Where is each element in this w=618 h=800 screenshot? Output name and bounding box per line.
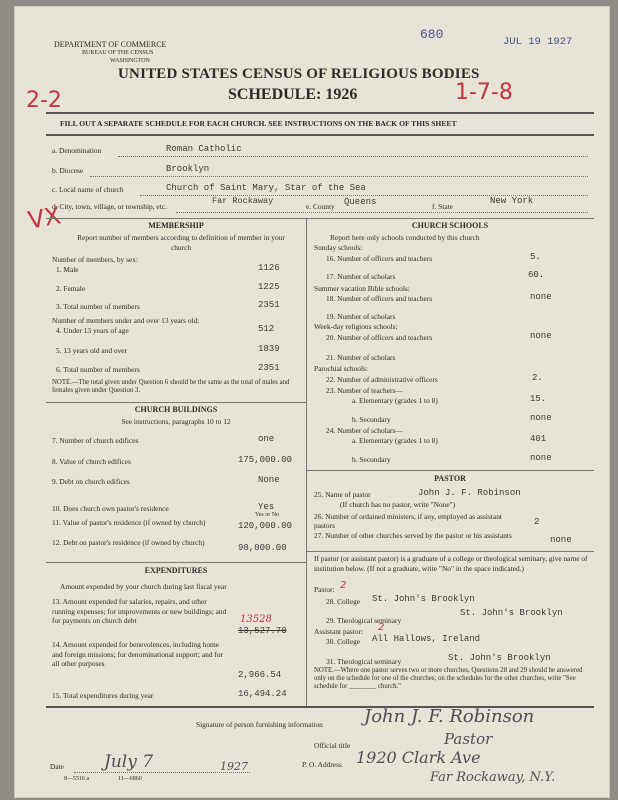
diocese-label: b. Diocese [52, 166, 84, 175]
q13-value: 13,527.70 [238, 626, 287, 636]
graduate-note: If pastor (or assistant pastor) is a graduate of a college or theological seminary, give name of institution below. (If not a graduate, write "No" in the space indicated.) [314, 554, 588, 573]
q15-value: 16,494.24 [238, 689, 287, 699]
yes-no-hint: Yes or No [255, 512, 280, 518]
q25-label: 25. Name of pastor [314, 490, 371, 499]
expenditures-title: EXPENDITURES [144, 566, 208, 575]
official-title-label: Official title [314, 741, 351, 750]
q13-correction: 13528 [240, 614, 272, 625]
stamp-number: 680 [420, 27, 444, 42]
po-address-label: P. O. Address [302, 760, 342, 769]
pastor-sublabel: Pastor: [314, 585, 335, 594]
diocese-value: Brooklyn [166, 164, 210, 174]
q25-note: (If church has no pastor, write "None") [340, 500, 456, 509]
q16-value: 5. [530, 252, 541, 262]
q22-value: 2. [532, 373, 543, 383]
q24a-value: 401 [530, 434, 547, 444]
q7-label: 7. Number of church edifices [52, 436, 139, 445]
buildings-title: CHURCH BUILDINGS [134, 405, 218, 414]
schools-intro: Report here only schools conducted by this church [330, 233, 480, 242]
city-field-label: d. City, town, village, or township, etc. [52, 202, 167, 211]
q13-label: 13. Amount expended for salaries, repairs, and other running expenses; for improvements or new buildings; and for payments on church debt [52, 597, 227, 626]
q29-value: St. John's Brooklyn [460, 608, 563, 618]
q14-value: 2,966.54 [238, 670, 282, 680]
q23a-label: a. Elementary (grades 1 to 8) [352, 396, 438, 405]
summer-schools: Summer vacation Bible schools: [314, 284, 410, 293]
q23-label: 23. Number of teachers— [326, 386, 403, 395]
signature-value: John J. F. Robinson [364, 706, 535, 727]
q12-label: 12. Debt on pastor's residence (if owned by church) [52, 538, 205, 547]
q26-label: 26. Number of ordained ministers, if any, employed as assistant pastors [314, 512, 502, 530]
q9-value: None [258, 475, 280, 485]
q23b-value: none [530, 413, 552, 423]
q23b-label: b. Secondary [352, 415, 391, 424]
expenditures-sub: Amount expended by your church during last fiscal year [60, 582, 227, 591]
q2-label: 2. Female [56, 284, 86, 293]
po-address-value: 1920 Clark Ave [356, 748, 481, 767]
q24b-value: none [530, 453, 552, 463]
q24-label: 24. Number of scholars— [326, 426, 403, 435]
q31-value: St. John's Brooklyn [448, 653, 551, 663]
q17-value: 60. [528, 270, 545, 280]
q25-value: John J. F. Robinson [418, 488, 521, 498]
q11-value: 120,000.00 [238, 521, 293, 531]
q10-label: 10. Does church own pastor's residence [52, 504, 169, 513]
members-by-sex: Number of members, by sex: [52, 255, 138, 264]
date-year: 1927 [220, 760, 248, 773]
q8-label: 8. Value of church edifices [52, 457, 131, 466]
q28-value: St. John's Brooklyn [372, 594, 475, 604]
q27-label: 27. Number of other churches served by the pastor or his assistants [314, 531, 512, 540]
q14-label: 14. Amount expended for benevolences, including home and foreign missions; for denominational support; and for all other purposes [52, 640, 223, 669]
q20-value: none [530, 331, 552, 341]
signature-label: Signature of person furnishing information [196, 720, 323, 729]
church-name-value: Church of Saint Mary, Star of the Sea [166, 183, 366, 193]
q26-value: 2 [534, 517, 540, 527]
q23a-value: 15. [530, 394, 547, 404]
denomination-label: a. Denomination [52, 146, 102, 155]
q22-label: 22. Number of administrative officers [326, 375, 438, 384]
buildings-sub: See instructions, paragraphs 10 to 12 [121, 417, 231, 426]
q3-label: 3. Total number of members [56, 302, 140, 311]
form-number-2: 11—6860 [118, 776, 142, 782]
q5-value: 1839 [258, 344, 280, 354]
q6-value: 2351 [258, 363, 280, 373]
weekday-schools: Week-day religious schools: [314, 322, 398, 331]
q18-value: none [530, 292, 552, 302]
q31-label: 31. Theological seminary [326, 657, 402, 666]
q2-value: 1225 [258, 282, 280, 292]
county-value: Queens [344, 197, 377, 207]
q19-label: 19. Number of scholars [326, 312, 396, 321]
stamp-date: JUL 19 1927 [503, 36, 573, 48]
q4-label: 4. Under 13 years of age [56, 326, 129, 335]
q6-label: 6. Total number of members [56, 365, 140, 374]
county-label: e. County [306, 202, 335, 211]
age-intro: Number of members under and over 13 years old: [52, 316, 200, 325]
assistant-red-mark: 2 [378, 622, 385, 633]
state-label: f. State [432, 202, 453, 211]
schools-title: CHURCH SCHOOLS [411, 221, 489, 230]
form-title: UNITED STATES CENSUS OF RELIGIOUS BODIES [118, 66, 480, 82]
q4-value: 512 [258, 324, 275, 334]
form-subtitle: SCHEDULE: 1926 [228, 86, 358, 103]
q30-label: 30. College [326, 637, 361, 646]
q30-value: All Hallows, Ireland [372, 634, 481, 644]
q12-value: 98,000.00 [238, 543, 287, 553]
instruction-line: FILL OUT A SEPARATE SCHEDULE FOR EACH CHURCH. SEE INSTRUCTIONS ON THE BACK OF THIS SHEET [60, 119, 457, 128]
po-address-value-2: Far Rockaway, N.Y. [430, 770, 556, 785]
q5-label: 5. 13 years old and over [56, 346, 128, 355]
q16-label: 16. Number of officers and teachers [326, 254, 433, 263]
form-number: 8—5516 a [64, 776, 90, 782]
q7-value: one [258, 434, 275, 444]
city-label: WASHINGTON [110, 58, 150, 64]
q8-value: 175,000.00 [238, 455, 293, 465]
q3-value: 2351 [258, 300, 280, 310]
pastor-title: PASTOR [434, 474, 466, 483]
bureau-label: BUREAU OF THE CENSUS [82, 50, 154, 56]
state-value: New York [490, 196, 534, 206]
q9-label: 9. Debt on church edifices [52, 477, 130, 486]
red-annotation-right: 1-7-8 [455, 80, 513, 105]
city-field-value: Far Rockaway [212, 196, 274, 206]
sunday-schools: Sunday schools: [314, 243, 363, 252]
q17-label: 17. Number of scholars [326, 272, 396, 281]
q1-label: 1. Male [56, 265, 79, 274]
denomination-value: Roman Catholic [166, 144, 242, 154]
pastor-red-mark: 2 [340, 580, 347, 591]
membership-intro: Report number of members according to definition of member in your church [77, 233, 285, 252]
parochial-schools: Parochial schools: [314, 364, 368, 373]
q10-value: Yes [258, 502, 275, 512]
date-label: Date [50, 762, 64, 771]
q24b-label: b. Secondary [352, 455, 391, 464]
q29-label: 29. Theological seminary [326, 616, 402, 625]
q24a-label: a. Elementary (grades 1 to 8) [352, 436, 438, 445]
church-name-label: c. Local name of church [52, 185, 124, 194]
red-annotation-left: 2-2 [26, 88, 62, 113]
membership-title: MEMBERSHIP [148, 221, 204, 230]
q11-label: 11. Value of pastor's residence (if owned by church) [52, 518, 206, 527]
department-label: DEPARTMENT OF COMMERCE [54, 40, 167, 49]
date-value: July 7 [104, 752, 154, 772]
membership-note: NOTE.—The total given under Question 6 should be the same as the total of males and females given under Question 3. [52, 379, 290, 394]
assistant-sublabel: Assistant pastor: [314, 627, 364, 636]
pastor-note: NOTE.—Where one pastor serves two or more churches, Questions 28 and 29 should be answered only on the schedule for one of the churches; on the schedules for the other churches, write "See schedule for ________ church." [314, 667, 583, 690]
red-vx-mark: VX [25, 201, 64, 235]
q1-value: 1126 [258, 263, 280, 273]
q27-value: none [550, 535, 572, 545]
official-title-value: Pastor [444, 730, 493, 748]
q15-label: 15. Total expenditures during year [52, 691, 154, 700]
q21-label: 21. Number of scholars [326, 353, 396, 362]
q18-label: 18. Number of officers and teachers [326, 294, 433, 303]
q20-label: 20. Number of officers and teachers [326, 333, 433, 342]
q28-label: 28. College [326, 597, 361, 606]
